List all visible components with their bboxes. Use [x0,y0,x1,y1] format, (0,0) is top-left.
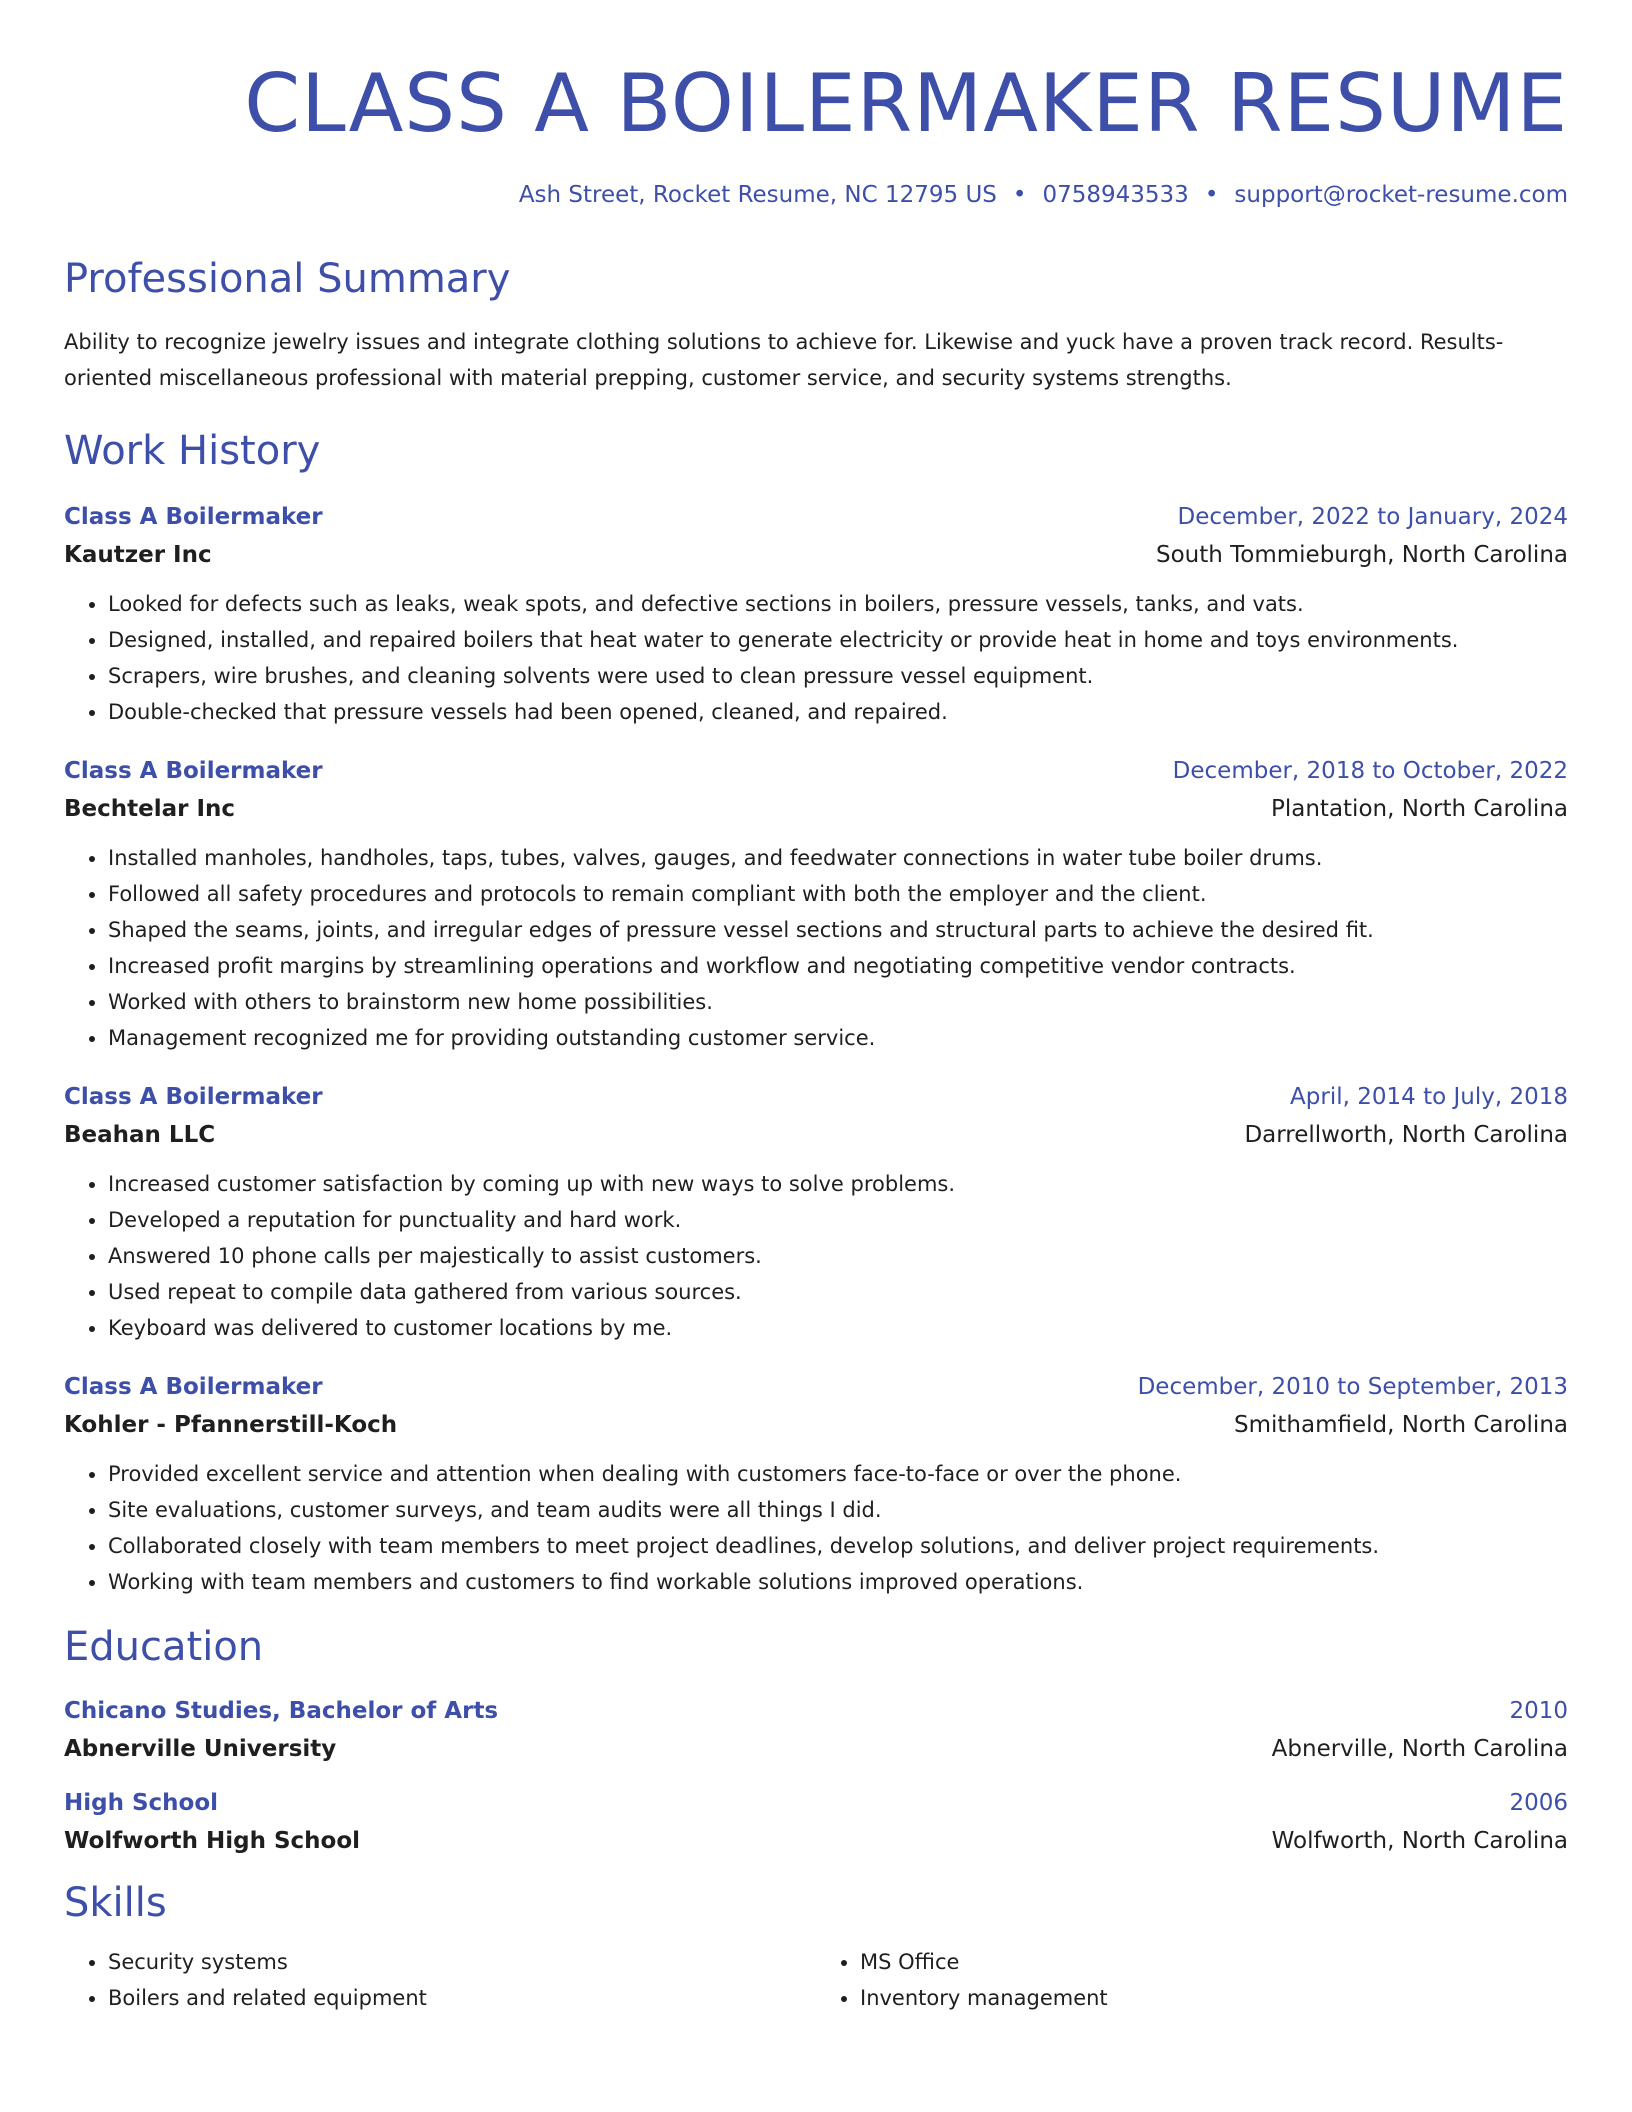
job-bullet-item: • Increased profit margins by streamlining operations and workflow and negotiating competitive vendor contracts. [108,948,1568,984]
job-company: Kautzer Inc [64,542,212,568]
job-header-row [64,502,1568,532]
summary-text: Ability to recognize jewelry issues and integrate clothing solutions to achieve for. Likewise and yuck have a proven track record. Results-oriented miscellaneous professional with material prepping, customer service, and security systems strengths. [64,330,1504,390]
job-header-row [64,756,1568,786]
job-header-row [64,1372,1568,1402]
contact-phone: 0758943533 [1042,182,1189,208]
job-bullet-item: • Keyboard was delivered to customer locations by me. [108,1310,1568,1346]
education-entry [64,1788,1568,1856]
job-company: Bechtelar Inc [64,796,236,822]
education-location: Wolfworth, North Carolina [1271,1828,1568,1854]
job-bullets [64,1456,1568,1600]
job-entry [64,1372,1568,1600]
job-entry [64,756,1568,1056]
job-dates: December, 2010 to September, 2013 [1137,1374,1568,1400]
job-bullet-item: • Designed, installed, and repaired boilers that heat water to generate electricity or provide heat in home and toys environments. [108,622,1568,658]
job-bullets [64,1166,1568,1346]
contact-separator: • [1012,182,1027,208]
skills-list-left [64,1944,816,2016]
skills-list-right [816,1944,1568,2016]
job-company-row [64,794,1568,824]
job-company-row [64,1120,1568,1150]
education-list [64,1696,1568,1856]
job-entry [64,502,1568,730]
skill-item: • Inventory management [860,1980,1568,2016]
job-company-row [64,1410,1568,1440]
summary-heading: Professional Summary [64,256,511,302]
job-bullets [64,586,1568,730]
contact-line [64,180,1568,210]
job-bullet-item: • Scrapers, wire brushes, and cleaning solvents were used to clean pressure vessel equipment. [108,658,1568,694]
skills-columns [64,1944,1568,2016]
education-school-row [64,1734,1568,1764]
job-dates: April, 2014 to July, 2018 [1290,1084,1568,1110]
job-bullet-item: • Working with team members and customers to find workable solutions improved operations. [108,1564,1568,1600]
job-title: Class A Boilermaker [64,758,323,784]
job-title: Class A Boilermaker [64,504,323,530]
education-school: Abnerville University [64,1736,337,1762]
skill-item: • Security systems [108,1944,816,1980]
job-bullet-item: • Looked for defects such as leaks, weak spots, and defective sections in boilers, pressure vessels, tanks, and vats. [108,586,1568,622]
work-history-heading: Work History [64,428,321,474]
skill-item: • Boilers and related equipment [108,1980,816,2016]
job-bullet-item: • Collaborated closely with team members to meet project deadlines, develop solutions, and deliver project requirements. [108,1528,1568,1564]
job-bullet-item: • Worked with others to brainstorm new home possibilities. [108,984,1568,1020]
education-year: 2006 [1509,1790,1568,1816]
contact-separator: • [1204,182,1219,208]
job-company: Kohler - Pfannerstill-Koch [64,1412,398,1438]
job-bullet-item: • Shaped the seams, joints, and irregular edges of pressure vessel sections and structural parts to achieve the desired fit. [108,912,1568,948]
education-header-row [64,1788,1568,1818]
job-bullet-item: • Developed a reputation for punctuality and hard work. [108,1202,1568,1238]
job-dates: December, 2022 to January, 2024 [1177,504,1568,530]
job-title: Class A Boilermaker [64,1374,323,1400]
job-bullet-item: • Site evaluations, customer surveys, and team audits were all things I did. [108,1492,1568,1528]
education-degree: High School [64,1790,219,1816]
contact-email[interactable]: support@rocket-resume.com [1234,182,1568,208]
job-header-row [64,1082,1568,1112]
job-entry [64,1082,1568,1346]
education-heading: Education [64,1624,264,1670]
job-company-row [64,540,1568,570]
job-bullet-item: • Followed all safety procedures and protocols to remain compliant with both the employer and the client. [108,876,1568,912]
job-bullet-item: • Used repeat to compile data gathered from various sources. [108,1274,1568,1310]
education-school-row [64,1826,1568,1856]
job-location: Darrellworth, North Carolina [1244,1122,1568,1148]
work-history-list [64,502,1568,1600]
job-bullet-item: • Answered 10 phone calls per majestically to assist customers. [108,1238,1568,1274]
job-bullet-item: • Double-checked that pressure vessels had been opened, cleaned, and repaired. [108,694,1568,730]
job-company: Beahan LLC [64,1122,216,1148]
education-header-row [64,1696,1568,1726]
job-dates: December, 2018 to October, 2022 [1172,758,1568,784]
education-entry [64,1696,1568,1764]
job-bullet-item: • Installed manholes, handholes, taps, tubes, valves, gauges, and feedwater connections in water tube boiler drums. [108,840,1568,876]
education-school: Wolfworth High School [64,1828,361,1854]
job-bullets [64,840,1568,1056]
education-degree: Chicano Studies, Bachelor of Arts [64,1698,499,1724]
skill-item: • MS Office [860,1944,1568,1980]
job-bullet-item: • Increased customer satisfaction by coming up with new ways to solve problems. [108,1166,1568,1202]
job-location: Plantation, North Carolina [1271,796,1568,822]
contact-address: Ash Street, Rocket Resume, NC 12795 US [518,182,997,208]
job-bullet-item: • Management recognized me for providing outstanding customer service. [108,1020,1568,1056]
education-location: Abnerville, North Carolina [1271,1736,1568,1762]
education-year: 2010 [1509,1698,1568,1724]
resume-title: CLASS A BOILERMAKER RESUME [244,57,1568,150]
job-title: Class A Boilermaker [64,1084,323,1110]
job-location: Smithamfield, North Carolina [1233,1412,1568,1438]
job-location: South Tommieburgh, North Carolina [1155,542,1568,568]
skills-heading: Skills [64,1880,167,1926]
job-bullet-item: • Provided excellent service and attention when dealing with customers face-to-face or over the phone. [108,1456,1568,1492]
